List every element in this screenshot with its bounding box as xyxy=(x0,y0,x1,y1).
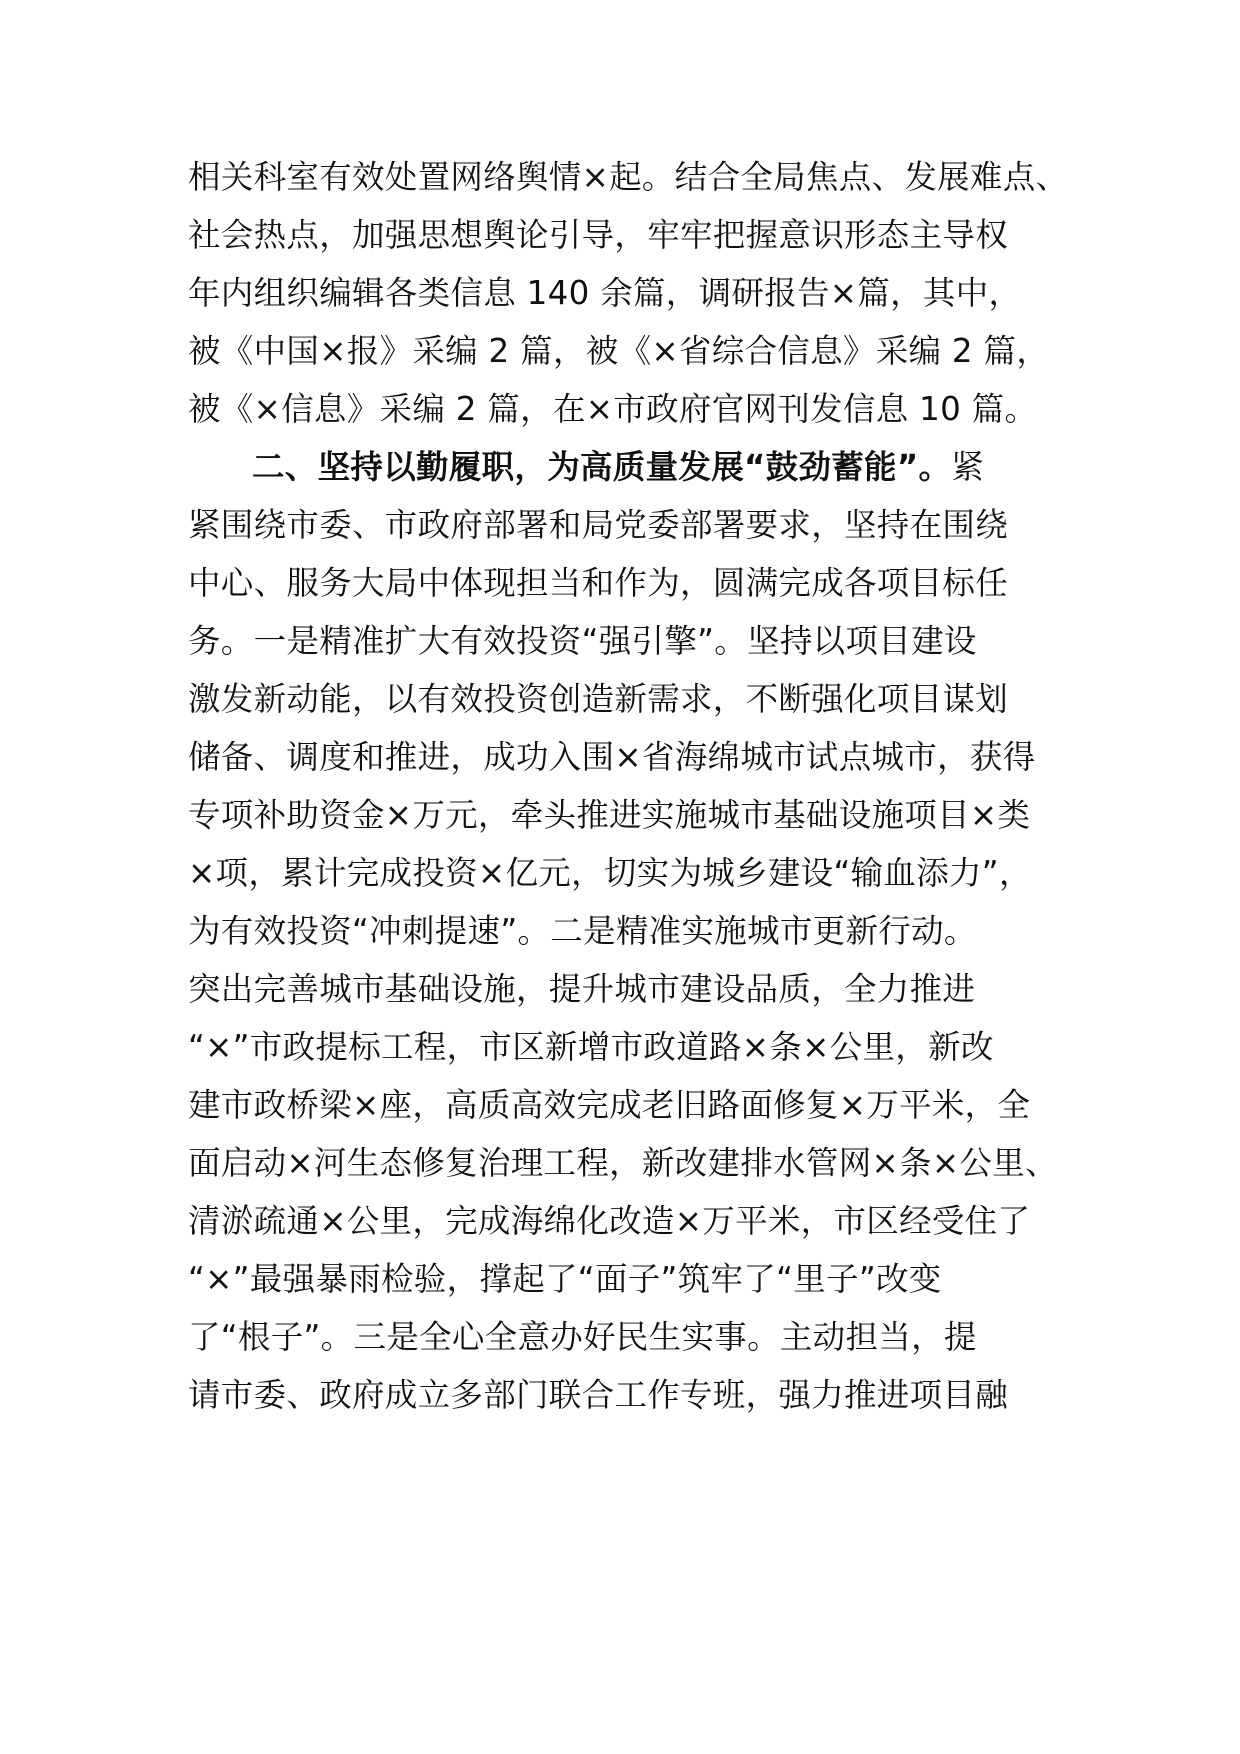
section-heading-continuation: 紧 xyxy=(951,448,985,486)
body-line-15: “×”市政提标工程，市区新增市政道路×条×公里，新改 xyxy=(188,1028,994,1066)
body-line-20: 了“根子”。三是全心全意办好民生实事。主动担当，提 xyxy=(188,1318,977,1356)
body-line-19: “×”最强暴雨检验，撑起了“面子”筑牢了“里子”改变 xyxy=(188,1260,942,1298)
body-line-17: 面启动×河生态修复治理工程，新改建排水管网×条×公里、 xyxy=(188,1144,1058,1182)
body-line-2: 社会热点，加强思想舆论引导，牢牢把握意识形态主导权 xyxy=(188,216,1009,254)
body-line-21: 请市委、政府成立多部门联合工作专班，强力推进项目融 xyxy=(188,1376,1009,1414)
body-line-13: 为有效投资“冲刺提速”。二是精准实施城市更新行动。 xyxy=(188,912,977,950)
body-line-5: 被《×信息》采编 2 篇，在×市政府官网刊发信息 10 篇。 xyxy=(188,390,1038,428)
section-heading: 二、坚持以勤履职，为高质量发展“鼓劲蓄能”。 xyxy=(252,448,952,486)
body-line-4: 被《中国×报》采编 2 篇，被《×省综合信息》采编 2 篇， xyxy=(188,332,1050,370)
body-line-9: 激发新动能，以有效投资创造新需求，不断强化项目谋划 xyxy=(188,680,1009,718)
section-heading-line xyxy=(252,435,984,499)
body-line-14: 突出完善城市基础设施，提升城市建设品质，全力推进 xyxy=(188,970,976,1008)
body-line-11: 专项补助资金×万元，牵头推进实施城市基础设施项目×类 xyxy=(188,796,1031,834)
body-line-7: 中心、服务大局中体现担当和作为，圆满完成各项目标任 xyxy=(188,564,1009,602)
body-line-12: ×项，累计完成投资×亿元，切实为城乡建设“输血添力”， xyxy=(188,854,1032,892)
body-line-6: 紧围绕市委、市政府部署和局党委部署要求，坚持在围绕 xyxy=(188,506,1009,544)
body-line-10: 储备、调度和推进，成功入围×省海绵城市试点城市，获得 xyxy=(188,738,1036,776)
body-line-8: 务。一是精准扩大有效投资“强引擎”。坚持以项目建设 xyxy=(188,622,977,660)
body-line-1: 相关科室有效处置网络舆情×起。结合全局焦点、发展难点、 xyxy=(188,158,1069,196)
body-line-16: 建市政桥梁×座，高质高效完成老旧路面修复×万平米，全 xyxy=(188,1086,1031,1124)
body-line-18: 清淤疏通×公里，完成海绵化改造×万平米，市区经受住了 xyxy=(188,1202,1031,1240)
body-line-3: 年内组织编辑各类信息 140 余篇，调研报告×篇，其中， xyxy=(188,274,1022,312)
